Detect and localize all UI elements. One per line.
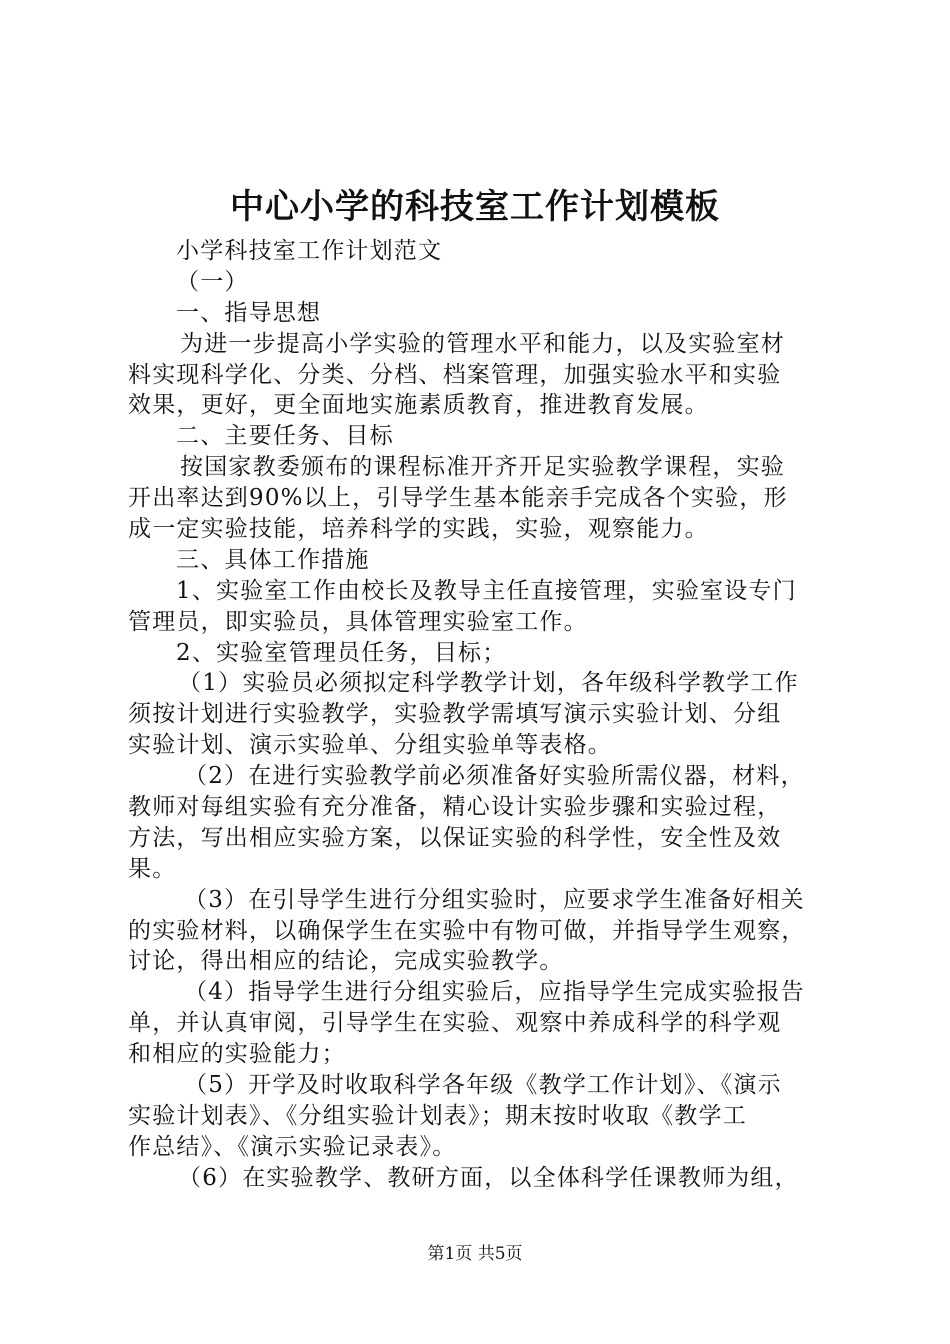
text-line: 的实验材料，以确保学生在实验中有物可做，并指导学生观察， [128,917,806,944]
text-line: 效果，更好，更全面地实施素质教育，推进教育发展。 [128,392,709,419]
text-line: 小学科技室工作计划范文 [176,238,443,264]
page-footer: 第1页 共5页 [427,1244,523,1264]
text-line: 按国家教委颁布的课程标准开齐开足实验教学课程，实验 [180,454,785,481]
text-line: 二、主要任务、目标 [176,423,394,450]
text-line: 实验计划表》、《分组实验计划表》；期末按时收取《教学工 [128,1102,747,1129]
document-title: 中心小学的科技室工作计划模板 [230,187,720,227]
text-line: 开出率达到90%以上，引导学生基本能亲手完成各个实验，形 [128,485,788,512]
text-line: （2）在进行实验教学前必须准备好实验所需仪器，材料， [184,763,805,790]
text-line: 三、具体工作措施 [176,546,370,573]
text-line: 成一定实验技能，培养科学的实践，实验，观察能力。 [128,516,709,543]
text-line: （3）在引导学生进行分组实验时，应要求学生准备好相关 [184,886,805,913]
text-line: 和相应的实验能力； [128,1041,346,1068]
text-line: 实验计划、演示实验单、分组实验单等表格。 [128,732,612,759]
text-line: （4）指导学生进行分组实验后，应指导学生完成实验报告 [184,979,805,1006]
text-line: 须按计划进行实验教学，实验教学需填写演示实验计划、分组 [128,701,782,728]
document-body [128,236,833,1194]
text-line: 为进一步提高小学实验的管理水平和能力，以及实验室材 [180,330,785,357]
text-line: 教师对每组实验有充分准备，精心设计实验步骤和实验过程， [128,794,782,821]
text-line: 料实现科学化、分类、分档、档案管理，加强实验水平和实验 [128,361,782,388]
text-line: （5）开学及时收取科学各年级《教学工作计划》、《演示 [184,1072,782,1099]
text-line: 作总结》、《演示实验记录表》。 [128,1133,457,1160]
text-line: 方法，写出相应实验方案，以保证实验的科学性，安全性及效 [128,824,782,851]
text-line: （6）在实验教学、教研方面，以全体科学任课教师为组， [178,1164,799,1191]
text-line: 管理员，即实验员，具体管理实验室工作。 [128,608,588,635]
text-line: 2、实验室管理员任务，目标； [176,639,507,666]
text-line: 果。 [128,855,177,882]
text-line: 1、实验室工作由校长及教导主任直接管理，实验室设专门 [176,577,797,604]
text-line: 单，并认真审阅，引导学生在实验、观察中养成科学的科学观 [128,1010,782,1037]
text-line: 一、指导思想 [176,299,322,326]
text-line: 讨论，得出相应的结论，完成实验教学。 [128,948,564,975]
text-line: （一） [176,268,249,295]
text-line: （1）实验员必须拟定科学教学计划，各年级科学教学工作 [178,670,799,697]
